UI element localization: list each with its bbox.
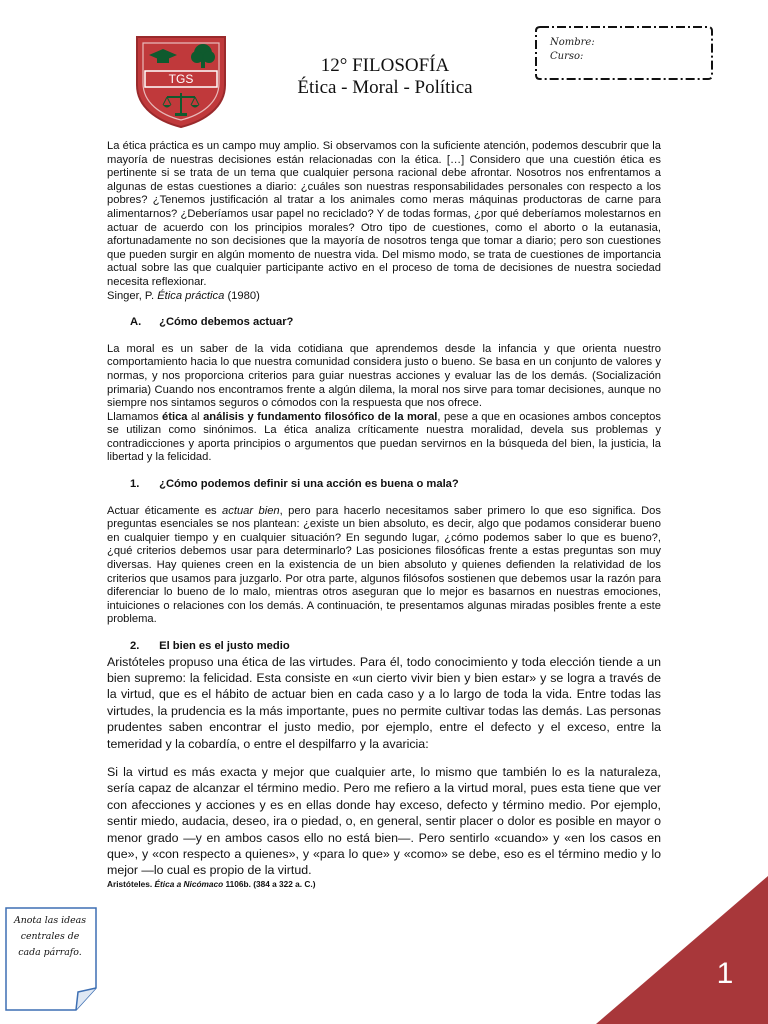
- page-number: 1: [716, 957, 734, 990]
- logo-text: TGS: [168, 72, 194, 86]
- term-actuar-bien: actuar bien: [222, 504, 280, 517]
- course-label: Curso:: [550, 51, 584, 62]
- citation-year: (1980): [224, 289, 260, 302]
- section-1-heading: [107, 478, 661, 492]
- section-2-paragraph: Aristóteles propuso una ética de las virtudes. Para él, todo conocimiento y toda elección tiende a un bien supremo: la felicidad. Esta consiste en «un cierto vivir bien y bien estar» y se logra a través de la virtud, que es el hábito de actuar bien en cada caso y a lo largo de toda la vida. Entre todas las virtudes, la prudencia es la más importante, pues no permite cultivar todas las demás. Las personas prudentes saben encontrar el justo medio, por ejemplo, entre el defecto y el exceso, entre la temeridad y la cobardía, o entre el despilfarro y la avaricia:: [107, 654, 661, 751]
- school-logo: [131, 33, 231, 129]
- sticky-note: [4, 906, 100, 1012]
- section-1-marker: 1.: [130, 478, 140, 491]
- intro-citation: [107, 290, 661, 304]
- page-corner: [596, 876, 768, 1024]
- aristotle-quote: Si la virtud es más exacta y mejor que cualquier arte, lo mismo que también lo es la naturaleza, sería capaz de alcanzar el término medio. Pero me refiero a la virtud moral, pues esta tiene que ver con afecciones y acciones y es en ellas donde hay exceso, defecto y término medio. Por ejemplo, sentir miedo, audacia, deseo, ira o piedad, o, en general, sentir placer o dolor es posible en mayor o menor grado —y en ambos casos ello no está bien—. Pero sentirlo «cuando» y «en los casos en que», y «con respecto a quienes», y «para lo que» y «como» se debe, eso es el término medio y lo mejor —lo cual es propio de la virtud.: [107, 765, 661, 878]
- section-2-title: El bien es el justo medio: [159, 640, 290, 652]
- section-a-title: ¿Cómo debemos actuar?: [159, 316, 294, 329]
- citation-title: Ética práctica: [157, 289, 225, 302]
- page-subtitle: Ética - Moral - Política: [297, 77, 473, 98]
- citation-author: Singer, P.: [107, 289, 158, 302]
- term-etica: ética: [162, 410, 188, 423]
- term-analisis: análisis y fundamento filosófico de la moral: [203, 410, 438, 423]
- sticky-note-text: Anota las ideas centrales de cada párrafo.: [13, 915, 87, 958]
- aristotle-citation: Aristóteles. Ética a Nicómaco 1106b. (384 a 322 a. C.): [107, 878, 316, 889]
- student-info-box: [534, 25, 714, 81]
- section-a-paragraph-2: Llamamos ética al análisis y fundamento filosófico de la moral, pese a que en ocasiones ambos conceptos se utilizan como sinónimos. La ética analiza críticamente nuestra moralidad, devela sus problemas y contradicciones y aporta principios o argumentos que puedan servirnos en la búsqueda del bien, la justicia, la libertad y la felicidad.: [107, 410, 661, 464]
- section-a-heading: [107, 316, 661, 330]
- intro-paragraph: La ética práctica es un campo muy amplio. Si observamos con la suficiente atención, podemos descubrir que la mayoría de nuestras decisiones están relacionadas con la ética. […] Considero que una cuestión ética es pertinente si se trata de un tema que cualquier persona racional debe afrontar. Nosotros nos enfrentamos a algunas de estas cuestiones a diario: ¿cuáles son nuestras responsabilidades personales con respecto a los pobres? ¿Tenemos justificación al tratar a los animales como meras máquinas productoras de carne para alimentarnos? ¿Deberíamos usar papel no reciclado? Y de todas formas, ¿por qué deberíamos molestarnos en actuar de acuerdo con los principios morales? Otro tipo de cuestiones, como el aborto o la eutanasia, afortunadamente no son decisiones que la mayoría de nosotros tenga que tomar a diario; pero son cuestiones que pueden surgir en algún momento de nuestra vida. Del mismo modo, se trata de cuestiones de importancia actual sobre las que cualquier participante activo en el proceso de toma de decisiones de nuestra sociedad necesita reflexionar.: [107, 140, 661, 288]
- section-1-title: ¿Cómo podemos definir si una acción es buena o mala?: [159, 478, 459, 491]
- section-a-paragraph-1: La moral es un saber de la vida cotidiana que aprendemos desde la infancia y que orienta nuestro comportamiento hacia lo que nuestra comunidad considera justo o bueno. Se basa en un conjunto de valores y normas, y nos proporciona criterios para guiar nuestras acciones y evaluar las de los demás. (Socialización primaria) Cuando nos encontramos frente a algún dilema, la moral nos sirve para tomar decisiones, aunque no siempre nos sintamos seguros o cómodos con la respuesta que nos ofrece.: [107, 342, 661, 410]
- name-label: Nombre:: [550, 37, 595, 48]
- section-2-heading: [107, 640, 661, 654]
- section-1-paragraph: Actuar éticamente es actuar bien, pero para hacerlo necesitamos saber primero lo que eso significa. Dos preguntas esenciales se nos plantean: ¿existe un bien absoluto, es decir, algo que podamos considerar bueno en cualquier tiempo y en cualquier situación? En segundo lugar, ¿cómo podemos saber lo que es bueno?, ¿qué criterios debemos usar para determinarlo? Las posiciones filosóficas frente a estas preguntas son muy diversas. Hay quienes creen en la existencia de un bien absoluto y quienes defienden la relatividad de los criterios que usamos para juzgarlo. Por otra parte, algunos filósofos sostienen que debemos usar la razón para diferenciar lo bueno de lo malo, mientras otros aseguran que lo mejor es basarnos en nuestras emociones, intuiciones o relaciones con los demás. A continuación, te presentamos algunas miradas posibles frente a este problema.: [107, 504, 662, 626]
- aristotle-work-title: Ética a Nicómaco: [154, 878, 224, 889]
- section-a-marker: A.: [130, 316, 142, 329]
- header: [230, 55, 540, 99]
- page-title: 12° FILOSOFÍA: [320, 55, 450, 76]
- section-2-marker: 2.: [130, 640, 140, 652]
- document-body: [107, 140, 661, 889]
